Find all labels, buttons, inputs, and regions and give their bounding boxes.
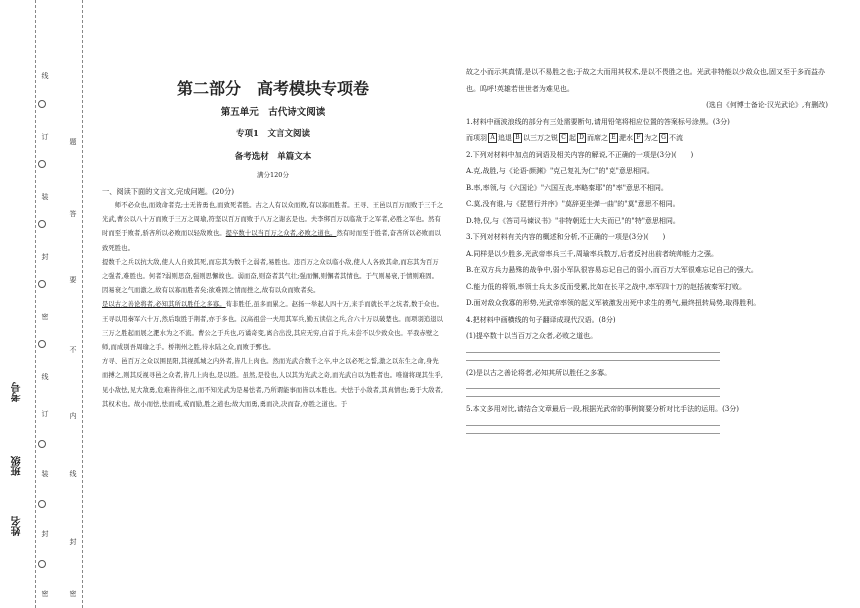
special-title: 专项1 文言文阅读 <box>236 129 310 139</box>
binding-char: 封 <box>41 253 49 260</box>
question-1: 1.材料中画波浪线的部分有三处需要断句,请用铅笔将相应位置的答案标号涂黑。(3分) <box>466 117 730 126</box>
section-heading: 一、阅读下面的文言文,完成问题。(20分) <box>102 187 235 196</box>
binding-char: 题 <box>69 138 77 145</box>
binding-char: 密 <box>41 590 49 597</box>
q1-segment: 追退 <box>498 134 512 142</box>
binding-char: 内 <box>69 412 77 419</box>
answer-box-a[interactable]: A <box>488 133 497 143</box>
binding-char: 答 <box>69 210 77 217</box>
question-3-option-d[interactable]: D.面对敌众我寡的形势,光武帝率领的起义军被激发出死中求生的勇气,最终扭转局势,取得胜利。 <box>466 299 761 307</box>
binding-hole <box>38 500 46 508</box>
question-3-option-c[interactable]: C.能力低的将领,率领士兵太多反而受累,比如在长平之战中,率军四十万的赵括被秦军打败。 <box>466 282 747 291</box>
answer-line[interactable] <box>466 360 720 361</box>
passage-paragraph-2: 提数千之兵以抗大敌,使人人自致其死,而忘其为数千之弱者,易胜也。违百万之众以临小敌,使人人各致其命,而忘其为百万之强者,难胜也。何者?弱则思奋,强则思懈故也。弱而奋,则奋者其气壮;强而懈,则懈者其情也。于气则易衰,于情则难固。因易衰之气而激之,故有以寡而胜者矣;欲难固之情而挫之,故有以众而败者矣。 <box>102 258 439 295</box>
passage <box>102 199 444 412</box>
binding-hole <box>38 560 46 568</box>
underlined-sentence-1: 提卒数十以当百万之众者,必败之道也。 <box>225 230 337 238</box>
q1-segment: 为之 <box>644 134 658 142</box>
binding-char: 封 <box>41 530 49 537</box>
binding-char: 密 <box>69 590 77 597</box>
answer-line[interactable] <box>466 388 720 389</box>
source-citation: (选自《何博士备论·汉光武论》,有删改) <box>706 101 828 109</box>
question-4: 4.把材料中画横线的句子翻译成现代汉语。(8分) <box>466 315 616 324</box>
name-label: 姓名 <box>12 516 23 536</box>
question-4-part-1: (1)提卒数十以当百万之众者,必败之道也。 <box>466 332 598 340</box>
binding-char: 要 <box>69 276 77 283</box>
q1-segment: 而项羽 <box>466 134 487 142</box>
class-label: 班级 <box>12 456 23 476</box>
binding-char: 线 <box>41 373 49 380</box>
answer-box-g[interactable]: G <box>659 133 668 143</box>
underlined-sentence-2: 是以古之善论将者,必知其所以胜任之多寡。 <box>102 301 226 309</box>
binding-line-outer <box>35 0 36 608</box>
answer-box-e[interactable]: E <box>609 133 618 143</box>
passage-paragraph-1 <box>102 199 444 256</box>
answer-line[interactable] <box>466 396 720 397</box>
question-2-option-c[interactable]: C.莫,没有谁,与《琵琶行并序》"莫辞更坐弹一曲"的"莫"意思不相同。 <box>466 200 680 208</box>
question-4-part-2: (2)是以古之善论将者,必知其所以胜任之多寡。 <box>466 368 612 377</box>
passage-text: 师不必众也,而效命者克;士无皆勇也,而致死者胜。古之人有以众而败,有以寡而胜者。 <box>102 202 354 209</box>
binding-char: 线 <box>41 72 49 79</box>
binding-char: 装 <box>41 193 49 200</box>
binding-char: 订 <box>41 133 49 140</box>
answer-line[interactable] <box>466 433 720 434</box>
exam-number-label: 考号 <box>12 382 23 402</box>
answer-box-b[interactable]: B <box>513 133 522 143</box>
question-2-option-b[interactable]: B.率,率领,与《六国论》"六国互丧,率略秦耶"的"率"意思不相同。 <box>466 183 668 192</box>
passage-continuation: 故之小而示其真情,是以不易胜之也;于故之大而用其权术,是以不畏胜之也。光武非特能以少敌众也,固又至于多而益办也。呜呼!英雄若世世者为难见也。 <box>466 68 826 93</box>
answer-box-c[interactable]: C <box>559 133 568 143</box>
answer-box-f[interactable]: F <box>634 133 643 143</box>
question-3-option-b[interactable]: B.在双方兵力悬殊的战争中,弱小军队很容易忘记自己的弱小,而百万大军很难忘记自己的强大。 <box>466 266 758 274</box>
answer-line[interactable] <box>466 425 720 426</box>
binding-char: 密 <box>41 313 49 320</box>
binding-hole <box>38 280 46 288</box>
binding-margin <box>0 0 96 608</box>
binding-hole <box>38 100 46 108</box>
passage-text: 王寻、王邑以百万而败于三千之光武,曹公以八十万而败于三万之周瑜,符坚以百万而败于八万之谢玄是也。夫李绑百万以临敌于之军者,必胜之军也。然有时而至于败者,骄吝所以必败而以轻敌败也。 <box>102 202 444 238</box>
binding-line-inner <box>82 0 83 608</box>
passage-text: 荀非胜任,虽多而累之。赵扬一举起人四十万,来手而就长平之坑者,数于众也。王寻以用秦军六十万,然后取胜于荆者,亦于多也。汉高祖尝一夫用其军兵,勤五读信之兵,合六十万以破楚也。而项羽追退以三万之胜起而展之淝水为之不流。曹公之于兵也,巧谲奇变,离合出没,其应无穷,白首于兵,未尝不以少致众也。平我赤壁之师,而成别吾周瑜之手。桥荆州之胜,待水陆之众,而败于鄄也。 <box>102 301 444 352</box>
question-1-text <box>466 130 828 147</box>
binding-hole <box>38 160 46 168</box>
binding-hole <box>38 340 46 348</box>
answer-box-d[interactable]: D <box>577 133 586 143</box>
question-2: 2.下列对材料中加点的词语及相关内容的解说,不正确的一项是(3分)( ) <box>466 150 694 159</box>
score-text: 满分120分 <box>257 171 289 179</box>
question-3-option-a[interactable]: A.同样是以少胜多,光武帝率兵三千,周瑜率兵数万,后者反衬出前者统帅能力之强。 <box>466 249 718 258</box>
q1-segment: 不流 <box>669 134 683 142</box>
binding-char: 封 <box>69 538 77 545</box>
question-2-option-d[interactable]: D.特,仅,与《答司马谏议书》"非特朝廷士大夫而已"的"特"意思相同。 <box>466 216 680 225</box>
part-title: 第二部分 高考模块专项卷 <box>176 79 369 98</box>
passage-text: 然有时而至于胜者,奋吝所以必败而以致死胜也。 <box>102 230 441 252</box>
q1-segment: 而席之 <box>587 134 608 142</box>
question-3: 3.下列对材料有关内容的概述和分析,不正确的一项是(3分)( ) <box>466 233 666 241</box>
binding-hole <box>38 440 46 448</box>
binding-char: 装 <box>41 470 49 477</box>
q1-segment: 起 <box>569 134 576 142</box>
unit-title: 第五单元 古代诗文阅读 <box>220 107 326 118</box>
q1-segment: 淝水 <box>619 134 633 142</box>
question-2-option-a[interactable]: A.克,战胜,与《论语·颜渊》"克己复礼为仁"的"克"意思相同。 <box>466 167 654 175</box>
right-content <box>466 64 828 434</box>
answer-line[interactable] <box>466 352 720 353</box>
sub-title: 备考选材 单篇文本 <box>234 152 312 162</box>
passage-paragraph-3 <box>102 298 444 355</box>
binding-hole <box>38 220 46 228</box>
question-5: 5.本文多用对比,请结合文章最后一段,根据光武帝的事例简要分析对比手法的运用。(3分) <box>466 405 740 413</box>
passage-paragraph-4: 方寻、邑百万之众以围昆阳,其视孤城之内外者,皆几上肉也。然而光武合数千之卒,中之以必死之誓,激之以东生之命,身先而搏之,则其反视寻邑之众者,皆几上肉也,是以胜。虽然,是役也,人以其为光武之奇,而光武自以为胜者也。唯谢将现其生乎,见小敌怯,见大敌勇,危难皆得住之,而不知光武为是易怯者,乃所谓能事而皆以本胜也。夫怯于小敌者,其真情也;勇于大敌者,其权术也。故小而怯,怯而戒,戒而励,胜之道也;故大而勇,勇而决,决而奋,亦胜之道也。于 <box>102 358 444 408</box>
binding-char: 订 <box>41 410 49 417</box>
binding-char: 线 <box>69 470 77 477</box>
binding-char: 不 <box>69 346 77 353</box>
q1-segment: 以三万之锐 <box>523 134 558 142</box>
